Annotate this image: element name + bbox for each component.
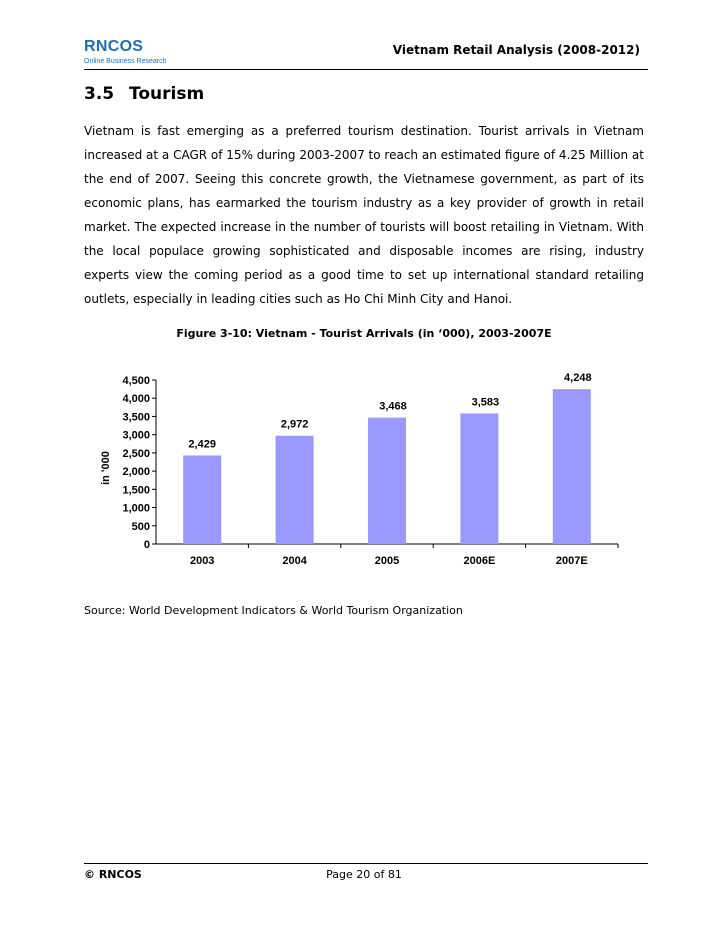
x-tick-label: 2007E bbox=[555, 555, 588, 567]
y-tick-label: 2,000 bbox=[122, 466, 150, 479]
y-tick-label: 3,000 bbox=[122, 429, 150, 442]
section-heading bbox=[84, 84, 204, 104]
bar-2007e bbox=[553, 389, 591, 544]
tourist-arrivals-chart bbox=[84, 360, 644, 580]
bar-2006e bbox=[460, 413, 498, 544]
section-number: 3.5 bbox=[84, 84, 115, 104]
footer-divider bbox=[84, 863, 648, 864]
bar-2003 bbox=[183, 455, 221, 544]
bar-value-label: 2,972 bbox=[280, 418, 309, 431]
logo-tagline: Online Business Research bbox=[84, 58, 167, 65]
y-tick-label: 1,500 bbox=[122, 484, 150, 497]
bar-value-label: 3,583 bbox=[471, 396, 500, 409]
logo-name: RNCOS bbox=[84, 38, 144, 55]
x-tick-label: 2004 bbox=[282, 555, 307, 567]
report-title: Vietnam Retail Analysis (2008-2012) bbox=[392, 43, 640, 57]
page-number: Page 20 of 81 bbox=[326, 868, 402, 881]
x-tick-label: 2005 bbox=[374, 555, 400, 567]
y-tick-label: 2,500 bbox=[122, 447, 150, 460]
y-axis-label: in '000 bbox=[100, 451, 112, 485]
footer-copyright: © RNCOS bbox=[84, 868, 142, 881]
y-tick-label: 500 bbox=[131, 520, 150, 533]
section-title: Tourism bbox=[129, 84, 205, 104]
y-tick-label: 4,500 bbox=[122, 375, 150, 387]
source-note: Source: World Development Indicators & World Tourism Organization bbox=[84, 604, 463, 617]
bar-value-label: 3,468 bbox=[379, 400, 407, 413]
bar-2005 bbox=[368, 418, 406, 544]
figure-caption: Figure 3-10: Vietnam - Tourist Arrivals (in ‘000), 2003-2007E bbox=[176, 327, 552, 340]
bar-2004 bbox=[276, 436, 314, 544]
bar-value-label: 2,429 bbox=[188, 438, 216, 451]
y-tick-label: 1,000 bbox=[122, 502, 150, 515]
rncos-logo bbox=[84, 38, 167, 66]
y-tick-label: 0 bbox=[143, 539, 150, 551]
header-divider bbox=[84, 69, 648, 70]
y-tick-label: 3,500 bbox=[122, 411, 150, 424]
body-paragraph: Vietnam is fast emerging as a preferred tourism destination. Tourist arrivals in Vietnam increased at a CAGR of 15% during 2003-2007 to reach an estimated figure of 4.25 Million at the end of 2007. Seeing this concrete growth, the Vietnamese government, as part of its economic plans, has earmarked the tourism industry as a key provider of growth in retail market. The expected increase in the number of tourists will boost retailing in Vietnam. With the local populace growing sophisticated and disposable incomes are rising, industry experts view the coming period as a good time to set up international standard retailing outlets, especially in leading cities such as Ho Chi Minh City and Hanoi. bbox=[84, 124, 644, 306]
x-tick-label: 2003 bbox=[189, 555, 215, 567]
y-tick-label: 4,000 bbox=[122, 393, 150, 406]
x-tick-label: 2006E bbox=[463, 555, 496, 567]
bar-value-label: 4,248 bbox=[564, 372, 592, 385]
